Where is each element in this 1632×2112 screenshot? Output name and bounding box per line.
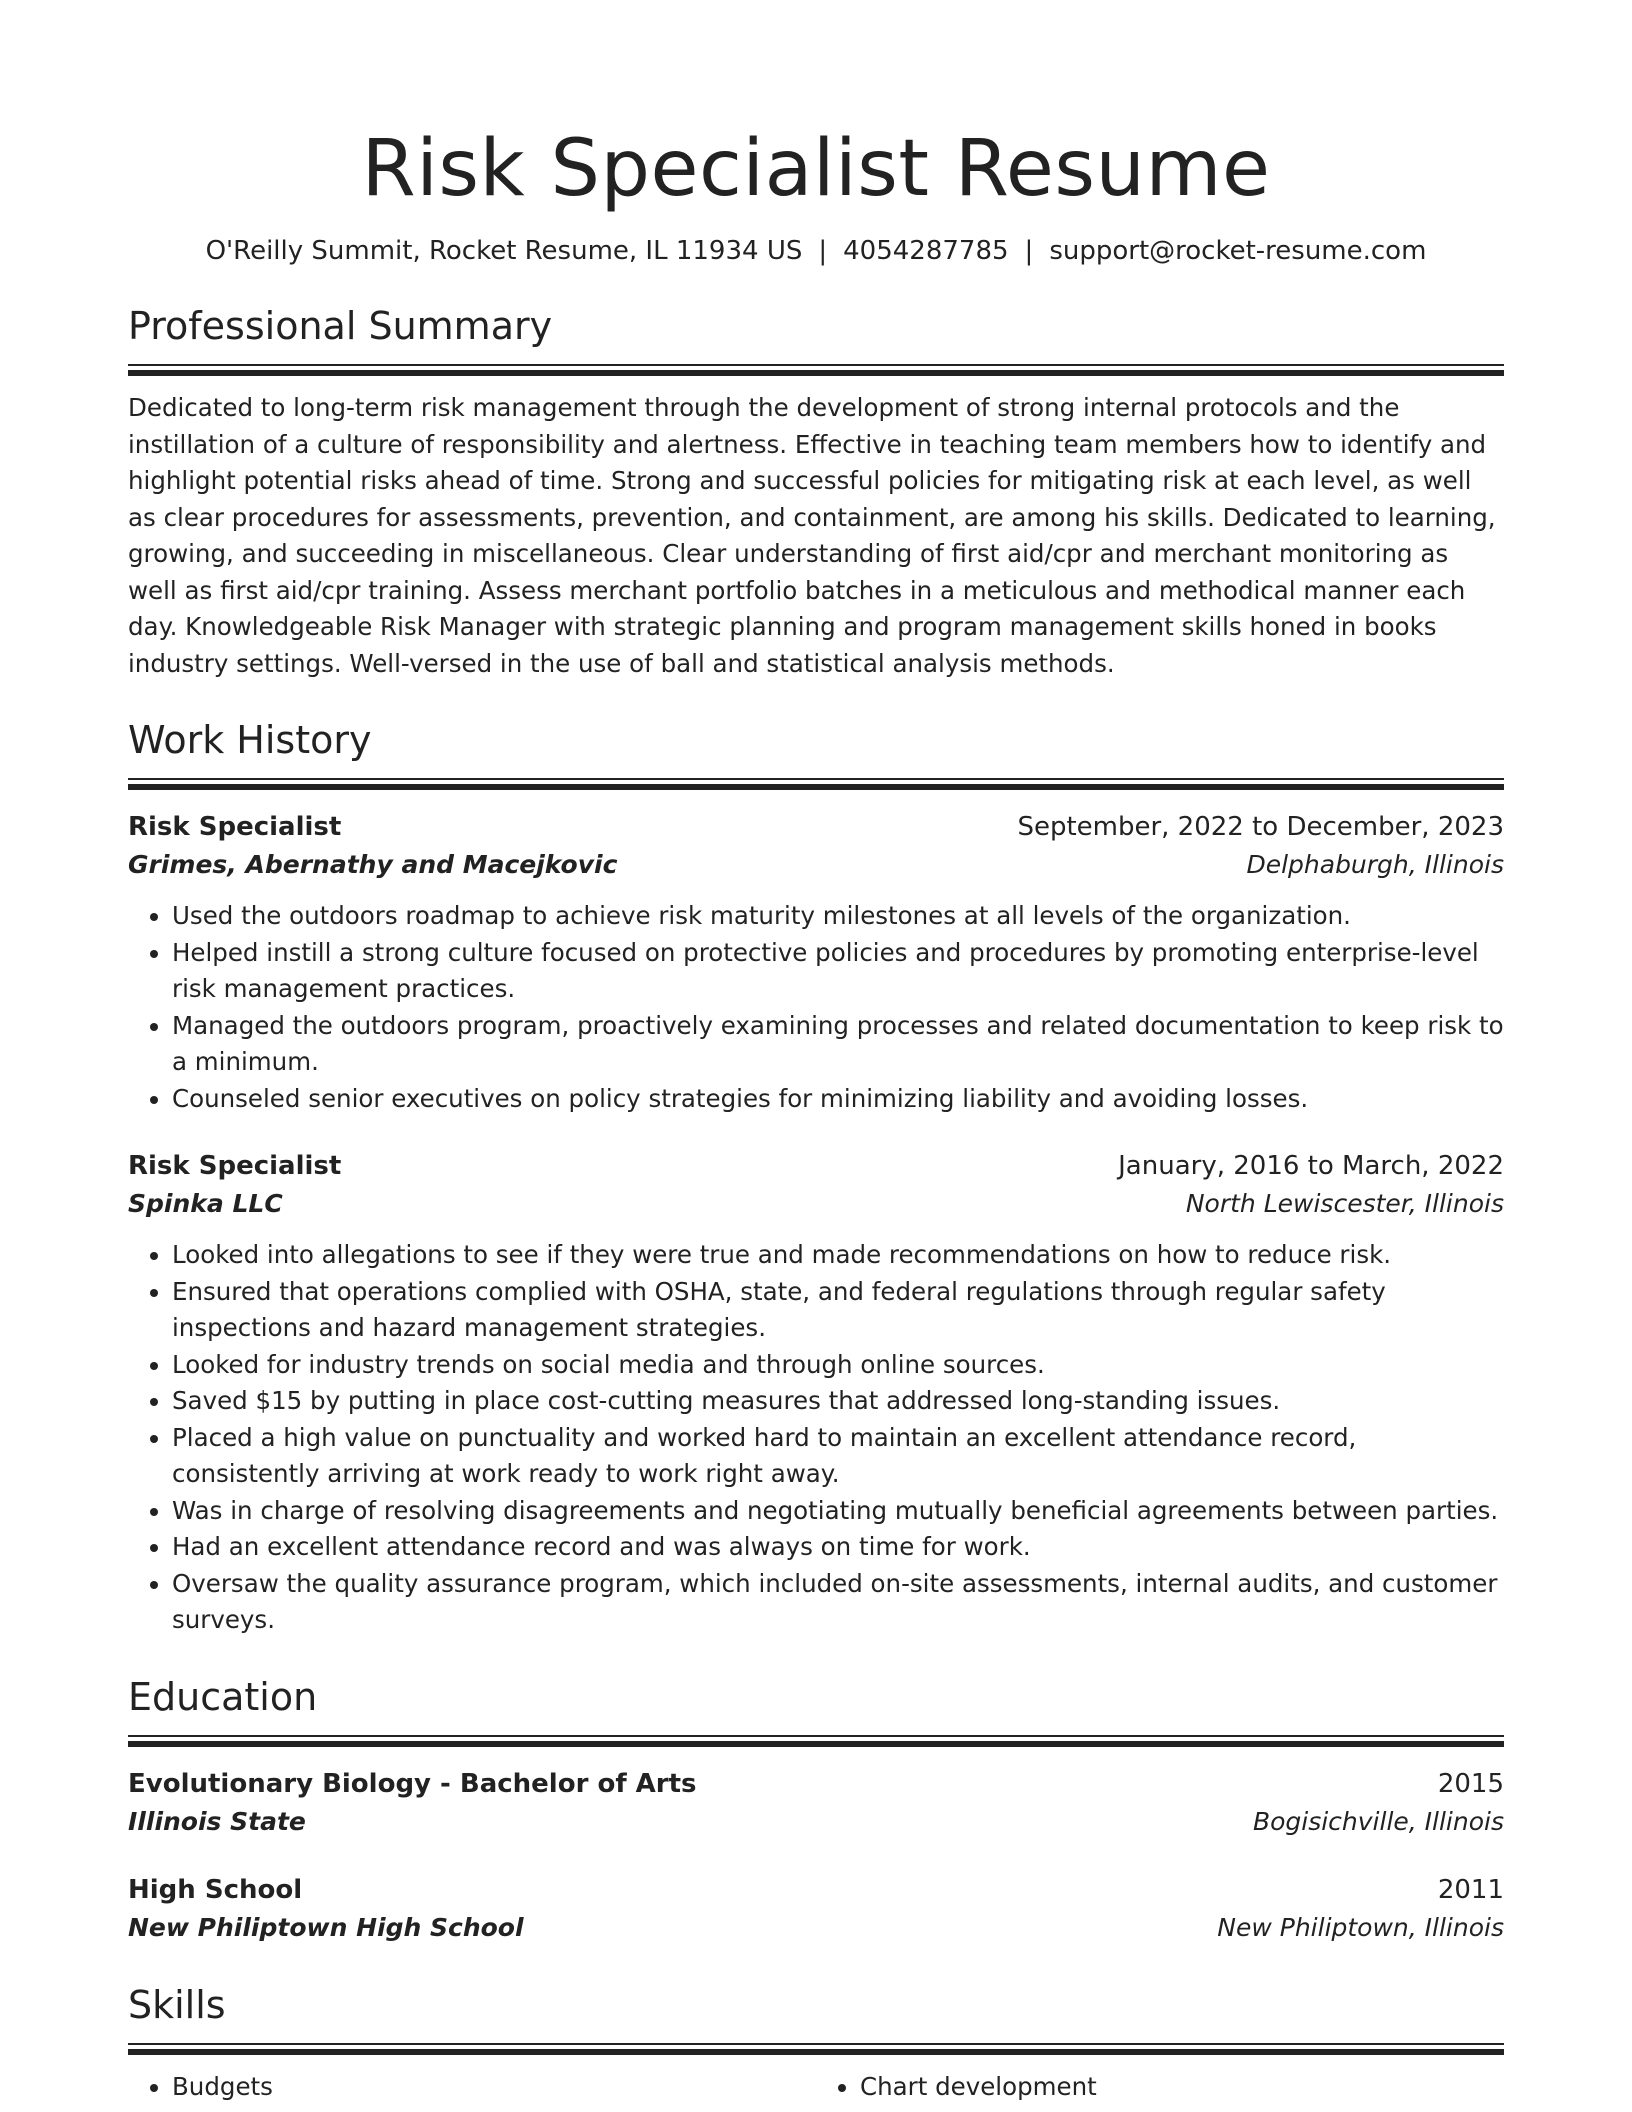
skills-column-left xyxy=(128,2069,816,2106)
job-bullet: • Saved $15 by putting in place cost-cutting measures that addressed long-standing issues. xyxy=(172,1383,1504,1420)
job-header xyxy=(128,1147,1504,1185)
job-entry xyxy=(128,1147,1504,1639)
contact-address: O'Reilly Summit, Rocket Resume, IL 11934 US xyxy=(205,236,803,266)
section-title-work-history: Work History xyxy=(128,718,372,762)
job-bullet: • Oversaw the quality assurance program, which included on-site assessments, internal audits, and customer surveys. xyxy=(172,1566,1504,1639)
contact-separator: | xyxy=(1024,236,1034,266)
education-subheader xyxy=(128,1909,1504,1947)
education-school: New Philiptown High School xyxy=(128,1912,524,1942)
resume-title: Risk Specialist Resume xyxy=(361,124,1271,214)
education-location: New Philiptown, Illinois xyxy=(1217,1912,1504,1942)
education-school: Illinois State xyxy=(128,1806,306,1836)
education-entry xyxy=(128,1871,1504,1947)
education-degree: High School xyxy=(128,1874,303,1905)
job-bullet: • Was in charge of resolving disagreements and negotiating mutually beneficial agreements between parties. xyxy=(172,1493,1504,1530)
job-header xyxy=(128,808,1504,846)
job-bullet: • Counseled senior executives on policy strategies for minimizing liability and avoiding losses. xyxy=(172,1081,1504,1118)
job-bullets xyxy=(128,898,1504,1117)
job-bullet: • Helped instill a strong culture focused on protective policies and procedures by promoting enterprise-level risk management practices. xyxy=(172,935,1504,1008)
education-header xyxy=(128,1871,1504,1909)
skills-section xyxy=(128,1981,1504,2106)
skills-column-right xyxy=(816,2069,1504,2106)
job-location: Delphaburgh, Illinois xyxy=(1246,850,1504,879)
education-entry xyxy=(128,1765,1504,1841)
section-title-skills: Skills xyxy=(128,1982,226,2027)
job-bullet: • Used the outdoors roadmap to achieve risk maturity milestones at all levels of the organization. xyxy=(172,898,1504,935)
job-bullet: • Ensured that operations complied with OSHA, state, and federal regulations through regular safety inspections and hazard management strategies. xyxy=(172,1274,1504,1347)
job-location: North Lewiscester, Illinois xyxy=(1185,1189,1504,1218)
section-title-education: Education xyxy=(128,1674,318,1719)
job-subheader xyxy=(128,1185,1504,1223)
job-subheader xyxy=(128,846,1504,884)
skill-item: • Chart development xyxy=(860,2069,1504,2106)
contact-line xyxy=(128,234,1504,268)
job-bullet: • Looked into allegations to see if they were true and made recommendations on how to reduce risk. xyxy=(172,1237,1504,1274)
education-year: 2015 xyxy=(1437,1768,1504,1799)
job-dates: January, 2016 to March, 2022 xyxy=(1118,1151,1504,1181)
work-history-section xyxy=(128,716,1504,1639)
skill-item: • Budgets xyxy=(172,2069,816,2106)
job-title: Risk Specialist xyxy=(128,1151,342,1181)
education-section xyxy=(128,1673,1504,1947)
job-bullet: • Looked for industry trends on social media and through online sources. xyxy=(172,1347,1504,1384)
section-divider xyxy=(128,2043,1504,2055)
contact-email: support@rocket-resume.com xyxy=(1049,236,1427,266)
skills-grid xyxy=(128,2069,1504,2106)
education-subheader xyxy=(128,1803,1504,1841)
job-bullet: • Placed a high value on punctuality and worked hard to maintain an excellent attendance record, consistently arriving at work ready to work right away. xyxy=(172,1420,1504,1493)
job-bullets xyxy=(128,1237,1504,1639)
section-divider xyxy=(128,1735,1504,1747)
summary-text: Dedicated to long-term risk management through the development of strong internal protocols and the instillation of a culture of responsibility and alertness. Effective in teaching team members how to identify and highlight potential risks ahead of time. Strong and successful policies for mitigating risk at each level, as well as clear procedures for assessments, prevention, and containment, are among his skills. Dedicated to learning, growing, and succeeding in miscellaneous. Clear understanding of first aid/cpr and merchant monitoring as well as first aid/cpr training. Assess merchant portfolio batches in a meticulous and methodical manner each day. Knowledgeable Risk Manager with strategic planning and program management skills honed in books industry settings. Well-versed in the use of ball and statistical analysis methods. xyxy=(128,393,1496,678)
section-title-summary: Professional Summary xyxy=(128,304,553,348)
job-title: Risk Specialist xyxy=(128,812,342,842)
education-degree: Evolutionary Biology - Bachelor of Arts xyxy=(128,1768,697,1799)
summary-section xyxy=(128,302,1504,682)
education-year: 2011 xyxy=(1437,1874,1504,1905)
job-bullet: • Managed the outdoors program, proactively examining processes and related documentation to keep risk to a minimum. xyxy=(172,1008,1504,1081)
contact-phone: 4054287785 xyxy=(843,236,1009,266)
section-divider xyxy=(128,364,1504,376)
job-company: Spinka LLC xyxy=(128,1189,283,1218)
job-dates: September, 2022 to December, 2023 xyxy=(1017,812,1504,842)
education-location: Bogisichville, Illinois xyxy=(1252,1806,1504,1836)
job-entry xyxy=(128,808,1504,1117)
job-bullet: • Had an excellent attendance record and was always on time for work. xyxy=(172,1529,1504,1566)
education-header xyxy=(128,1765,1504,1803)
contact-separator: | xyxy=(818,236,828,266)
job-company: Grimes, Abernathy and Macejkovic xyxy=(128,850,618,879)
section-divider xyxy=(128,778,1504,790)
